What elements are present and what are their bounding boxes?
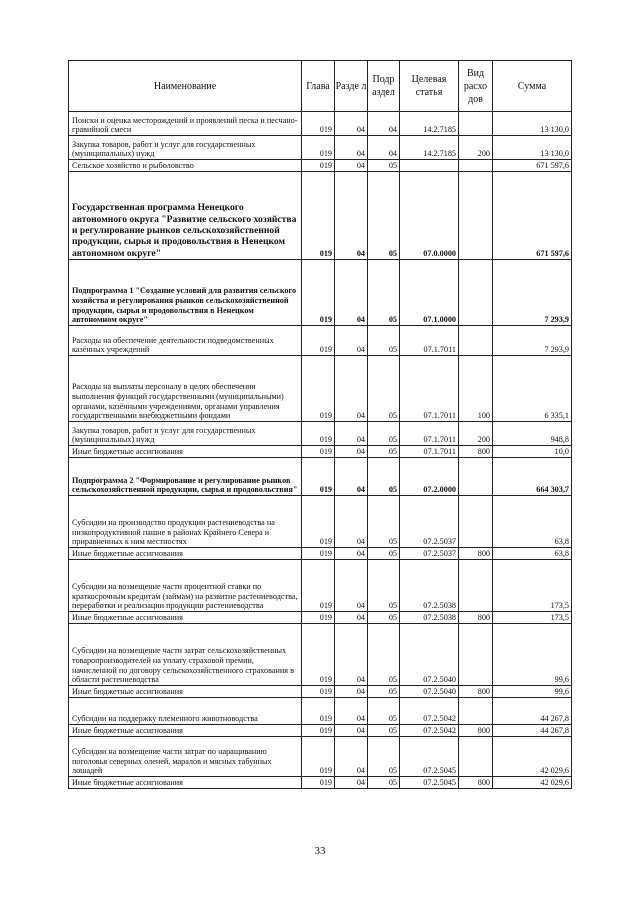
header-sum: Сумма: [493, 61, 572, 112]
cell-podrazdel: 05: [368, 458, 400, 496]
table-row: [69, 496, 572, 548]
table-row: [69, 698, 572, 725]
cell-vid: 800: [459, 612, 493, 624]
cell-glava: 019: [302, 112, 335, 136]
cell-name: Субсидии на возмещение части процентной ставки по краткосрочным кредитам (займам) на развитие растениеводства, переработки и реализации продукции растениеводства: [69, 560, 302, 612]
cell-sum: 63,8: [493, 548, 572, 560]
cell-glava: 019: [302, 698, 335, 725]
cell-vid: 200: [459, 136, 493, 160]
cell-podrazdel: 05: [368, 548, 400, 560]
cell-name: Субсидии на поддержку племенного животноводства: [69, 698, 302, 725]
cell-target: 07.2.0000: [400, 458, 459, 496]
cell-glava: 019: [302, 777, 335, 789]
cell-razdel: 04: [335, 326, 368, 356]
cell-razdel: 04: [335, 777, 368, 789]
cell-vid: 800: [459, 725, 493, 737]
cell-name: Иные бюджетные ассигнования: [69, 548, 302, 560]
header-podrazdel: Подр аздел: [368, 61, 400, 112]
cell-name: Субсидии на возмещение части затрат по наращиванию поголовья северных оленей, маралов и мясных табунных лошадей: [69, 737, 302, 777]
table-row: [69, 160, 572, 172]
cell-name: Иные бюджетные ассигнования: [69, 446, 302, 458]
cell-name: Закупка товаров, работ и услуг для государственных (муниципальных) нужд: [69, 136, 302, 160]
cell-name: Государственная программа Ненецкого автономного округа "Развитие сельского хозяйства и регулирование рынков сельскохозяйственной продукции, сырья и продовольствия в Ненецком автономном округе": [69, 172, 302, 260]
table-row: [69, 458, 572, 496]
cell-name: Закупка товаров, работ и услуг для государственных (муниципальных) нужд: [69, 422, 302, 446]
cell-glava: 019: [302, 624, 335, 686]
table-row: [69, 560, 572, 612]
cell-glava: 019: [302, 686, 335, 698]
table-row: [69, 777, 572, 789]
table-row: [69, 172, 572, 260]
table-row: [69, 624, 572, 686]
cell-target: 07.1.7011: [400, 422, 459, 446]
cell-sum: 7 293,9: [493, 326, 572, 356]
table-row: [69, 725, 572, 737]
cell-podrazdel: 05: [368, 172, 400, 260]
cell-vid: [459, 560, 493, 612]
page-number: 33: [314, 845, 326, 857]
cell-sum: 63,8: [493, 496, 572, 548]
header-vid: Вид расхо дов: [459, 61, 493, 112]
cell-vid: 800: [459, 777, 493, 789]
cell-podrazdel: 05: [368, 326, 400, 356]
budget-table: [68, 60, 572, 789]
cell-target: 07.2.5042: [400, 698, 459, 725]
cell-target: [400, 160, 459, 172]
table-row: [69, 260, 572, 326]
cell-glava: 019: [302, 560, 335, 612]
table-row: [69, 612, 572, 624]
cell-sum: 44 267,8: [493, 725, 572, 737]
cell-podrazdel: 05: [368, 560, 400, 612]
cell-target: 07.2.5038: [400, 560, 459, 612]
cell-target: 07.1.7011: [400, 446, 459, 458]
cell-target: 07.2.5045: [400, 777, 459, 789]
header-glava: Глава: [302, 61, 335, 112]
cell-name: Расходы на обеспечение деятельности подведомственных казённых учреждений: [69, 326, 302, 356]
cell-podrazdel: 04: [368, 136, 400, 160]
header-razdel: Разде л: [335, 61, 368, 112]
cell-sum: 99,6: [493, 686, 572, 698]
cell-name: Сельское хозяйство и рыболовство: [69, 160, 302, 172]
cell-name: Иные бюджетные ассигнования: [69, 686, 302, 698]
cell-name: Иные бюджетные ассигнования: [69, 777, 302, 789]
cell-razdel: 04: [335, 446, 368, 458]
cell-name: Поиски и оценка месторождений и проявлений песка и песчано-гравийной смеси: [69, 112, 302, 136]
cell-vid: [459, 172, 493, 260]
cell-name: Субсидии на возмещение части затрат сельскохозяйственных товаропроизводителей на уплату страховой премии, начисленной по договору сельскохозяйственного страхования в области растениеводства: [69, 624, 302, 686]
cell-glava: 019: [302, 446, 335, 458]
cell-sum: 7 293,9: [493, 260, 572, 326]
cell-name: Подпрограмма 2 "Формирование и регулирование рынков сельскохозяйственной продукции, сырья и продовольствия": [69, 458, 302, 496]
cell-glava: 019: [302, 496, 335, 548]
cell-name: Расходы на выплаты персоналу в целях обеспечения выполнения функций государственными (муниципальными) органами, казёнными учреждениями, органами управления государственными внебюджетными фондами: [69, 356, 302, 422]
cell-sum: 99,6: [493, 624, 572, 686]
table-row: [69, 737, 572, 777]
cell-razdel: 04: [335, 136, 368, 160]
cell-razdel: 04: [335, 725, 368, 737]
cell-vid: [459, 624, 493, 686]
cell-target: 07.2.5037: [400, 548, 459, 560]
table-row: [69, 136, 572, 160]
cell-vid: [459, 326, 493, 356]
cell-razdel: 04: [335, 612, 368, 624]
cell-sum: 948,8: [493, 422, 572, 446]
cell-podrazdel: 05: [368, 422, 400, 446]
cell-vid: 800: [459, 446, 493, 458]
cell-target: 07.0.0000: [400, 172, 459, 260]
cell-podrazdel: 05: [368, 737, 400, 777]
cell-vid: [459, 458, 493, 496]
cell-glava: 019: [302, 160, 335, 172]
cell-target: 07.2.5042: [400, 725, 459, 737]
cell-podrazdel: 05: [368, 496, 400, 548]
cell-podrazdel: 05: [368, 777, 400, 789]
cell-glava: 019: [302, 737, 335, 777]
table-row: [69, 112, 572, 136]
cell-target: 07.2.5037: [400, 496, 459, 548]
cell-razdel: 04: [335, 172, 368, 260]
cell-vid: 800: [459, 548, 493, 560]
header-target: Целевая статья: [400, 61, 459, 112]
cell-target: 07.2.5045: [400, 737, 459, 777]
cell-name: Субсидии на производство продукции растениеводства на низкопродуктивной пашне в районах Крайнего Севера и приравненных к ним местностях: [69, 496, 302, 548]
cell-razdel: 04: [335, 356, 368, 422]
cell-target: 07.1.7011: [400, 356, 459, 422]
cell-razdel: 04: [335, 260, 368, 326]
cell-vid: 800: [459, 686, 493, 698]
table-row: [69, 422, 572, 446]
cell-razdel: 04: [335, 624, 368, 686]
cell-vid: [459, 698, 493, 725]
cell-target: 07.2.5040: [400, 624, 459, 686]
cell-name: Иные бюджетные ассигнования: [69, 612, 302, 624]
cell-razdel: 04: [335, 548, 368, 560]
table-row: [69, 548, 572, 560]
cell-glava: 019: [302, 458, 335, 496]
cell-sum: 173,5: [493, 612, 572, 624]
cell-glava: 019: [302, 725, 335, 737]
cell-sum: 42 029,6: [493, 777, 572, 789]
cell-razdel: 04: [335, 686, 368, 698]
cell-sum: 671 597,6: [493, 160, 572, 172]
cell-glava: 019: [302, 326, 335, 356]
table-row: [69, 326, 572, 356]
cell-podrazdel: 05: [368, 446, 400, 458]
cell-razdel: 04: [335, 422, 368, 446]
cell-name: Подпрограмма 1 "Создание условий для развития сельского хозяйства и регулирования рынков сельскохозяйственной продукции, сырья и продовольствия в Ненецком автономном округе": [69, 260, 302, 326]
table-row: [69, 356, 572, 422]
cell-glava: 019: [302, 260, 335, 326]
table-row: [69, 446, 572, 458]
cell-razdel: 04: [335, 737, 368, 777]
cell-sum: 13 130,0: [493, 136, 572, 160]
table-row: [69, 686, 572, 698]
cell-sum: 6 335,1: [493, 356, 572, 422]
cell-vid: [459, 496, 493, 548]
cell-target: 07.2.5038: [400, 612, 459, 624]
cell-razdel: 04: [335, 560, 368, 612]
table-header-row: [69, 61, 572, 112]
cell-vid: [459, 112, 493, 136]
cell-podrazdel: 05: [368, 260, 400, 326]
cell-razdel: 04: [335, 698, 368, 725]
cell-vid: 100: [459, 356, 493, 422]
cell-sum: 10,0: [493, 446, 572, 458]
cell-razdel: 04: [335, 160, 368, 172]
cell-vid: [459, 260, 493, 326]
cell-podrazdel: 05: [368, 624, 400, 686]
cell-vid: 200: [459, 422, 493, 446]
cell-sum: 42 029,6: [493, 737, 572, 777]
cell-podrazdel: 04: [368, 112, 400, 136]
header-name: Наименование: [69, 61, 302, 112]
cell-sum: 671 597,6: [493, 172, 572, 260]
cell-podrazdel: 05: [368, 356, 400, 422]
cell-glava: 019: [302, 612, 335, 624]
cell-glava: 019: [302, 548, 335, 560]
cell-vid: [459, 160, 493, 172]
cell-glava: 019: [302, 136, 335, 160]
cell-target: 07.2.5040: [400, 686, 459, 698]
cell-glava: 019: [302, 172, 335, 260]
cell-razdel: 04: [335, 112, 368, 136]
cell-podrazdel: 05: [368, 686, 400, 698]
cell-target: 07.1.7011: [400, 326, 459, 356]
cell-podrazdel: 05: [368, 612, 400, 624]
cell-podrazdel: 05: [368, 725, 400, 737]
cell-glava: 019: [302, 356, 335, 422]
cell-target: 14.2.7185: [400, 112, 459, 136]
cell-podrazdel: 05: [368, 160, 400, 172]
cell-podrazdel: 05: [368, 698, 400, 725]
cell-name: Иные бюджетные ассигнования: [69, 725, 302, 737]
cell-sum: 664 303,7: [493, 458, 572, 496]
cell-target: 07.1.0000: [400, 260, 459, 326]
cell-sum: 173,5: [493, 560, 572, 612]
cell-razdel: 04: [335, 458, 368, 496]
cell-razdel: 04: [335, 496, 368, 548]
cell-sum: 44 267,8: [493, 698, 572, 725]
cell-target: 14.2.7185: [400, 136, 459, 160]
cell-sum: 13 130,0: [493, 112, 572, 136]
cell-glava: 019: [302, 422, 335, 446]
cell-vid: [459, 737, 493, 777]
